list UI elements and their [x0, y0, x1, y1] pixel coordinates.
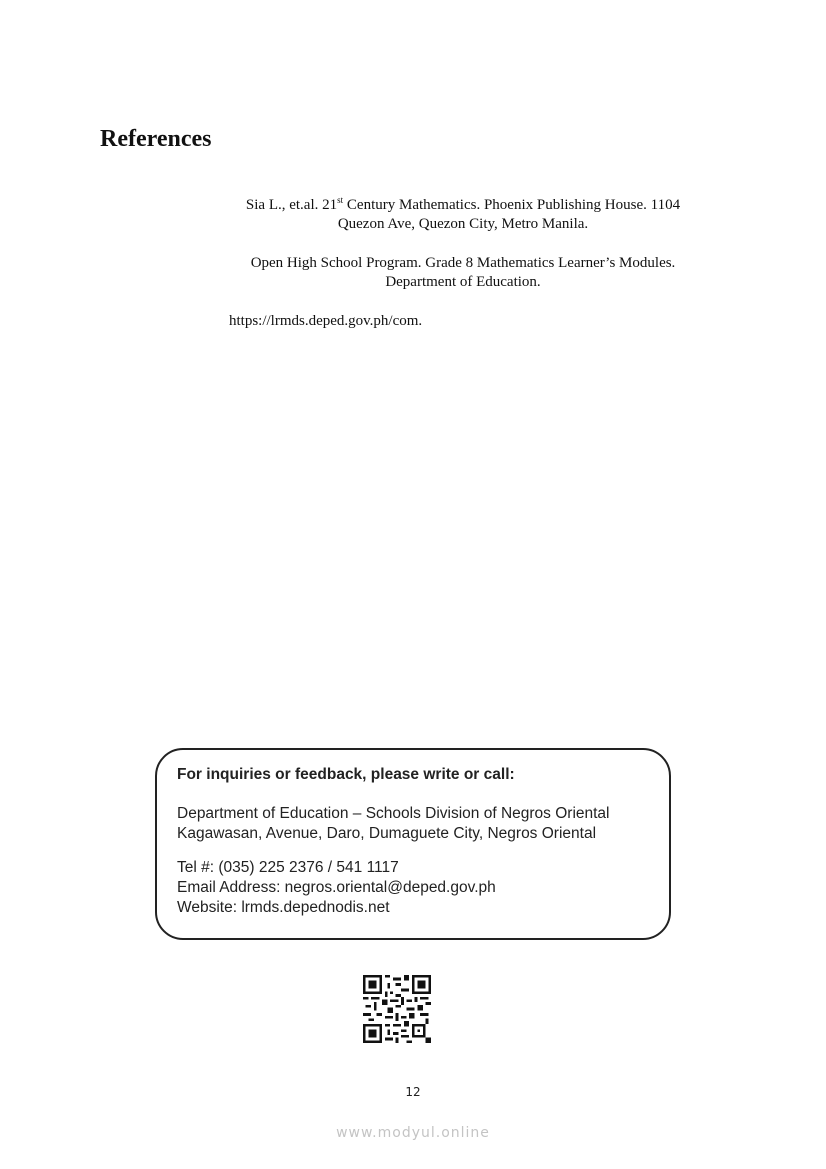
reference-1-line-2: Quezon Ave, Quezon City, Metro Manila.: [337, 216, 589, 232]
reference-entry-2: [206, 254, 720, 292]
contact-organization: Department of Education – Schools Division of Negros Oriental: [177, 805, 610, 822]
reference-entry-1: [206, 196, 720, 234]
contact-heading: For inquiries or feedback, please write or call:: [177, 766, 515, 783]
reference-1-text-a: Sia L., et.al. 21: [245, 197, 338, 213]
reference-1-superscript: st: [337, 195, 344, 205]
page-number: 12: [405, 1085, 421, 1099]
contact-telephone: Tel #: (035) 225 2376 / 541 1117: [177, 859, 399, 876]
reference-entry-3-link[interactable]: https://lrmds.deped.gov.ph/com.: [229, 313, 423, 329]
qr-code-icon: [363, 975, 431, 1043]
contact-website[interactable]: Website: lrmds.depednodis.net: [177, 899, 390, 916]
reference-2-line-2: Department of Education.: [385, 274, 541, 290]
reference-1-text-b: Century Mathematics. Phoenix Publishing House. 1104: [343, 197, 681, 213]
contact-box: [155, 748, 671, 940]
reference-2-line-1: Open High School Program. Grade 8 Mathematics Learner’s Modules.: [250, 255, 676, 271]
watermark: www.modyul.online: [336, 1125, 490, 1141]
page-title: References: [100, 126, 212, 152]
contact-address: Kagawasan, Avenue, Daro, Dumaguete City, Negros Oriental: [177, 825, 597, 842]
contact-email[interactable]: Email Address: negros.oriental@deped.gov.ph: [177, 879, 496, 896]
